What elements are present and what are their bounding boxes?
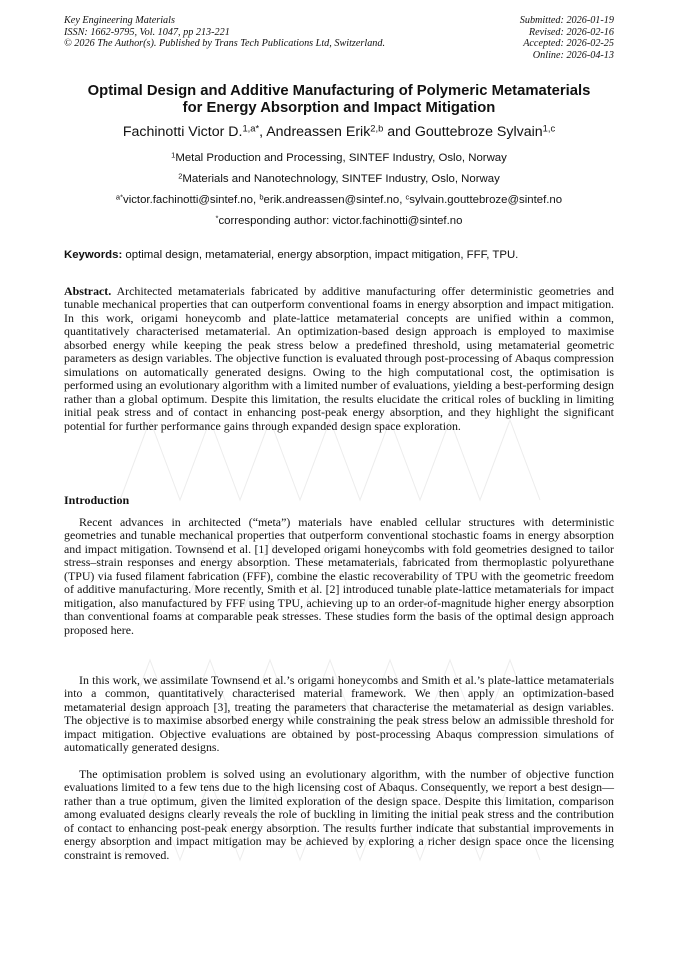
journal-issn: ISSN: 1662-9795, Vol. 1047, pp 213-221 [64,26,230,38]
keywords-text: optimal design, metamaterial, energy absorption, impact mitigation, FFF, TPU. [122,249,519,261]
intro-paragraph-2: In this work, we assimilate Townsend et al.’s origami honeycombs and Smith et al.’s plate-lattice metamaterials into a common, quantitatively characterised material framework. We then apply an optimization-based metamaterial design approach [3], treating the parameters that characterise the metamaterial as design variables. The objective is to maximise absorbed energy while constraining the peak stress below an admissible threshold for impact mitigation. Objective evaluations are obtained by post-processing Abaqus compression simulations of automatically generated designs. [64,673,614,755]
email-separator: , [399,194,406,206]
title-line-1: Optimal Design and Additive Manufacturing of Polymeric Metamaterials [87,83,591,99]
copyright-notice: © 2026 The Author(s). Published by Trans Tech Publications Ltd, Switzerland. [64,38,386,50]
affiliation-text: Metal Production and Processing, SINTEF Industry, Oslo, Norway [175,152,507,164]
journal-name: Key Engineering Materials [64,15,175,26]
author-separator: and [383,124,415,140]
date-accepted: Accepted: 2026-02-25 [523,38,614,50]
intro-paragraph-1: Recent advances in architected (“meta”) materials have enabled cellular structures with deterministic geometries and tunable mechanical properties that outperform conventional stochastic foams in energy absorption and impact mitigation. Townsend et al. [1] developed origami honeycombs with fold geometries designed to tailor stress–strain responses and energy absorption. These metamaterials, fabricated from thermoplastic polyurethane (TPU) via fused filament fabrication (FFF), combine the elastic recoverability of TPU with the geometric freedom of additive manufacturing. More recently, Smith et al. [2] introduced tunable plate-lattice metamaterials for impact mitigation, also manufactured by FFF using TPU, achieving up to an order-of-magnitude higher energy absorption than conventional foams at comparable peak stresses. These studies form the basis of the optimal design approach proposed here. [64,515,614,637]
intro-paragraph-3: The optimisation problem is solved using an evolutionary algorithm, with the number of objective function evaluations limited to a few tens due to the high licensing cost of Abaqus. Consequently, we report a best design—rather than a true optimum, given the limited exploration of the design space. Despite this limitation, comparison among evaluated designs clearly reveals the role of buckling in limiting the initial peak stress and the contribution of contact to enhancing post-peak energy absorption. The results further indicate that substantial improvements in energy absorption and impact mitigation may be achieved by exploring a richer design space once the licensing constraint is removed. [64,767,614,862]
email-link-a[interactable]: victor.fachinotti@sintef.no [123,194,253,206]
section-heading-introduction: Introduction [64,493,130,507]
abstract-text: Architected metamaterials fabricated by additive manufacturing offer deterministic geometries and tunable mechanical properties that can outperform conventional foams in energy absorption and impact mitigation. In this work, origami honeycomb and plate-lattice metamaterial concepts are unified within a common, quantitatively characterised metamaterial. An optimization-based design approach is employed to maximise absorbed energy while keeping the peak stress below a predefined threshold, using metamaterial geometric parameters as design variables. The objective function is evaluated through post-processing of Abaqus compression simulations on automatically generated designs. Owing to the high computational cost, the optimisation is performed using an evolutionary algorithm with a limited number of evaluations, yielding a best-performing design rather than a global optimum. Despite this limitation, the results elucidate the critical roles of buckling in limiting initial peak stress and of contact in enhancing post-peak energy absorption, and they highlight the significant potential for further performance gains through expanded design space exploration. [64,284,614,433]
keywords [64,248,618,262]
date-revised: Revised: 2026-02-16 [528,26,614,38]
email-marker: a* [115,192,124,202]
author-separator: , [259,124,267,140]
email-marker: b [259,192,264,202]
author-2-affiliation: 2,b [370,123,384,134]
email-marker: c [405,192,410,202]
author-1: Fachinotti Victor D. [122,124,243,140]
author-3: Gouttebroze Sylvain [414,124,543,140]
affiliation-2 [30,172,648,186]
affiliation-1 [30,151,648,165]
corresponding-marker: * [215,213,219,223]
title-line-2: for Energy Absorption and Impact Mitigation [182,100,496,116]
affiliation-text: Materials and Nanotechnology, SINTEF Industry, Oslo, Norway [182,173,500,185]
email-link-c[interactable]: sylvain.gouttebroze@sintef.no [409,194,563,206]
author-2: Andreassen Erik [266,124,371,140]
abstract [64,285,614,433]
author-list [40,124,638,141]
corresponding-text: corresponding author: victor.fachinotti@sintef.no [218,215,463,227]
affiliation-marker: 2 [178,171,183,181]
abstract-label: Abstract. [64,284,112,298]
corresponding-author [30,214,648,228]
date-online: Online: 2026-04-13 [532,49,614,61]
affiliation-marker: 1 [171,150,176,160]
journal-header [64,15,385,50]
email-link-b[interactable]: erik.andreassen@sintef.no [263,194,400,206]
email-separator: , [252,194,260,206]
publication-dates [520,15,614,61]
keywords-label: Keywords: [64,249,123,261]
author-emails [30,193,648,207]
author-1-affiliation: 1,a* [242,123,260,134]
author-3-affiliation: 1,c [542,123,556,134]
date-submitted: Submitted: 2026-01-19 [519,15,614,26]
paper-title [40,83,638,117]
